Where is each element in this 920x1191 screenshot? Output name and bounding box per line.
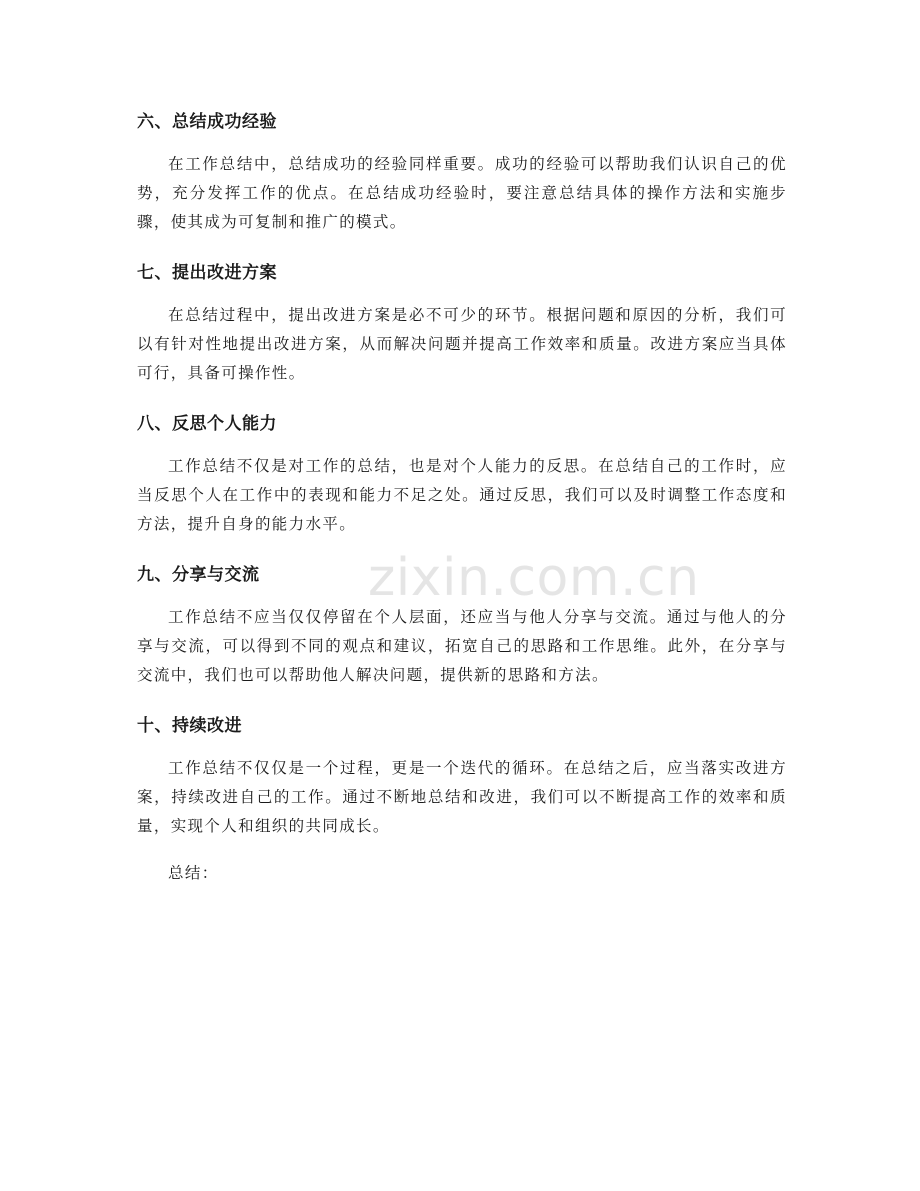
section-8: [137, 406, 787, 539]
section-heading: 八、反思个人能力: [137, 414, 277, 434]
section-heading: 九、分享与交流: [137, 565, 260, 585]
section-9: [137, 557, 787, 690]
section-paragraph: 在工作总结中，总结成功的经验同样重要。成功的经验可以帮助我们认识自己的优势，充分发挥工作的优点。在总结成功经验时，要注意总结具体的操作方法和实施步骤，使其成为可复制和推广的模式。: [137, 155, 787, 231]
section-7: [137, 255, 787, 388]
section-paragraph: 工作总结不仅是对工作的总结，也是对个人能力的反思。在总结自己的工作时，应当反思个人在工作中的表现和能力不足之处。通过反思，我们可以及时调整工作态度和方法，提升自身的能力水平。: [137, 457, 787, 533]
section-10: [137, 708, 787, 841]
section-paragraph: 在总结过程中，提出改进方案是必不可少的环节。根据问题和原因的分析，我们可以有针对性地提出改进方案，从而解决问题并提高工作效率和质量。改进方案应当具体可行，具备可操作性。: [137, 306, 787, 382]
document-body: [137, 104, 787, 888]
watermark-logo: zixin.com.cn: [368, 548, 700, 608]
section-paragraph: 工作总结不应当仅仅停留在个人层面，还应当与他人分享与交流。通过与他人的分享与交流，可以得到不同的观点和建议，拓宽自己的思路和工作思维。此外，在分享与交流中，我们也可以帮助他人解决问题，提供新的思路和方法。: [137, 608, 787, 684]
section-6: [137, 104, 787, 237]
section-heading: 十、持续改进: [137, 716, 242, 736]
summary-label: 总结：: [168, 864, 219, 882]
section-paragraph: 工作总结不仅仅是一个过程，更是一个迭代的循环。在总结之后，应当落实改进方案，持续改进自己的工作。通过不断地总结和改进，我们可以不断提高工作的效率和质量，实现个人和组织的共同成长。: [137, 759, 787, 835]
section-heading: 六、总结成功经验: [137, 112, 277, 132]
section-heading: 七、提出改进方案: [137, 263, 277, 283]
